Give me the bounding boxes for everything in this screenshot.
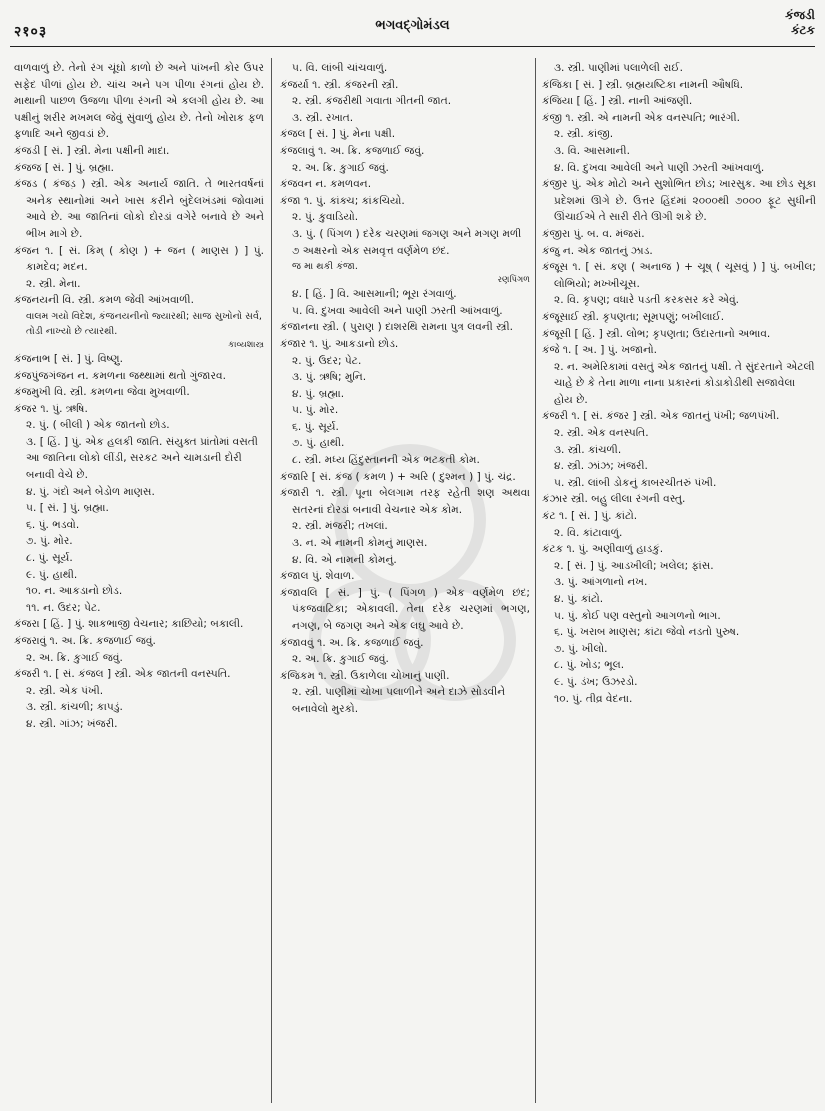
sense: ૧૧. ન. ઉદર; પેટ. xyxy=(26,601,101,614)
entry: કંટ ૧. [ સં. ] પું. કાંટો. xyxy=(542,510,638,523)
sense: ૧૦. પું. તીવ્ર વેદના. xyxy=(554,692,633,705)
sense: ૨. અ. ક્રિ. કુગાઈ જવું. xyxy=(292,653,389,666)
entry: કંજાવલિ [ સં. ] પું. ( પિંગળ ) એક વર્ણમેળ છંદ; પંકજવાટિકા; એકાવલી. તેના દરેક ચરણમાં ભગણ, નગણ, બે જગણ અને એક લઘુ આવે છે. xyxy=(280,586,530,632)
entry: કંજમુખી વિ. સ્ત્રી. કમળના જેવા મુખવાળી. xyxy=(14,386,190,399)
quotation-source: કાવ્યશાસ્ત્ર xyxy=(228,339,264,350)
sense: ૨. પું. ઉદર; પેટ. xyxy=(292,354,362,367)
entry: કંજાર ૧. પું. આકડાનો છોડ. xyxy=(280,337,399,350)
column-divider-2 xyxy=(535,58,536,1103)
sense: ૮. પું. ખોડ; ભૂલ. xyxy=(554,659,625,672)
guide-word-last: કંટક xyxy=(791,23,815,37)
quotation: જ મા થકી કંજા. xyxy=(292,261,358,273)
sense: ૨. સ્ત્રી. કાંજી. xyxy=(554,128,614,141)
quotation-source: રણપિંગળ xyxy=(497,275,530,286)
sense: ૪. વિ. દુખવા આવેલી અને પાણી ઝરતી આંખવાળું. xyxy=(554,161,765,174)
sense: ૨. અ. ક્રિ. કુગાઈ જવું. xyxy=(292,161,389,174)
sense: ૨. વિ. કાંટાવાળું. xyxy=(554,526,623,539)
sense: ૪. પું. કાંટો. xyxy=(554,593,604,605)
sense: ૩. સ્ત્રી. પાણીમાં પલાળેલી રાઈ. xyxy=(554,62,683,74)
sense: ૫. વિ. દુખવા આવેલી અને પાણી ઝરતી આંખવાળું. xyxy=(292,304,503,317)
sense: ૫. સ્ત્રી. લાંબી ડોકનું કાબરચીતરું પંખી. xyxy=(554,476,717,489)
entry: કંટક ૧. પું. અણીવાળું હાડકું. xyxy=(542,543,664,556)
sense: ૭. પું. ખીલો. xyxy=(554,642,608,655)
guide-words xyxy=(785,8,815,38)
sense: ૨. સ્ત્રી. એક વનસ્પતિ. xyxy=(554,427,649,440)
entry: કંજા ૧. પું. કાંક્ચ; કાંકચિયો. xyxy=(280,194,405,207)
entry-continuation: વાળવાળું છે. તેનો રંગ ચૂંઘો કાળો છે અને પાંખની કોર ઉપર સફેદ પીળાં હોય છે. ચાંચ અને પગ પીળા રંગનાં હોય છે. માથાની પાછળ ઉજળા પીળા રંગની એ કલગી હોય છે. આ પક્ષીનું શરીર મખમલ જેવું સુંવાળું હોય છે. તેનો ખોરાક ફળ ફળાદિ અને જીવડાં છે. xyxy=(14,62,264,141)
entry: કંજિકમ ૧. સ્ત્રી. ઉકાળેલા ચોખાનું પાણી. xyxy=(280,669,450,682)
quotation: વાલમ ગયો વિદેશ, કંજનયનીનો જ્યારથી; સાજ સુખોનો સર્વ, તોડી નાખ્યો છે ત્યારથી. xyxy=(26,310,262,337)
entry: કંજન ૧. [ સં. કિમ્ ( કોણ ) + જન ( માણસ ) ] પું. કામદેવ; મદન. xyxy=(14,244,264,274)
column-2 xyxy=(280,60,530,1105)
sense: ૨. વિ. કૃપણ; વધારે પડતી કરકસર કરે એવું. xyxy=(554,294,740,307)
sense: ૮. સ્ત્રી. મધ્ય હિંદુસ્તાનની એક ભટકતી કોમ. xyxy=(292,454,480,467)
sense: ૨. સ્ત્રી. મંજરી; તખલાં. xyxy=(292,520,388,533)
sense: ૯. પું. હાથી. xyxy=(26,568,78,581)
entry: કંજનાભ [ સં. ] પું. વિષ્ણુ. xyxy=(14,352,123,365)
sense: ૩. પું. ઋષિ; મુનિ. xyxy=(292,371,367,384)
entry: કંજડ ( કંજડ઼ ) સ્ત્રી. એક અનાર્ય જાતિ. તે ભારતવર્ષનાં અનેક સ્થાનોમાં અને ખાસ કરીને બુંદેલખંડમાં જોવામાં આવે છે. આ જાતિનાં લોકો દોરડાં વગેરે બનાવે છે અને ભીખ માગે છે. xyxy=(14,178,264,240)
sense: ૫. [ સં. ] પું. બ્રહ્મા. xyxy=(26,502,109,515)
entry: કંજર્યા ૧. સ્ત્રી. કંજરની સ્ત્રી. xyxy=(280,78,399,91)
sense: ૮. પું. સૂર્ય. xyxy=(26,552,73,565)
sense: ૨. સ્ત્રી. મેના. xyxy=(26,277,81,290)
sense: ૨. સ્ત્રી. કંજરીથી ગવાતા ગીતની જાત. xyxy=(292,95,452,108)
sense: ૪. સ્ત્રી. ગાંઝ; ખંજરી. xyxy=(26,717,118,730)
entry: કંજે ૧. [ અ. ] પું. ખજાનો. xyxy=(542,344,658,357)
entry: કંજરા [ હિં. ] પું. શાકભાજી વેચનાર; કાછિયો; બકાલી. xyxy=(14,618,244,631)
entry: કંજનયની વિ. સ્ત્રી. કમળ જેવી આંખવાળી. xyxy=(14,294,194,307)
sense: ૨. [ સં. ] પું. આડખીલી; ખલેલ; ફાંસ. xyxy=(554,559,714,572)
entry: કંજી ૧. સ્ત્રી. એ નામની એક વનસ્પતિ; ભારંગી. xyxy=(542,111,741,124)
sense: ૨. અ. ક્રિ. કુગાઈ જવું. xyxy=(26,651,123,664)
column-1 xyxy=(14,60,264,1105)
sense: ૩. [ હિં. ] પું. એક હલકી જાતિ. સંયુક્ત પ્રાંતોમાં વસતી આ જાતિના લોકો લીંડી, સરકટ અને ચામડાની દોરી બનાવી વેચે છે. xyxy=(26,435,258,482)
sense: ૯. પું. ડંખ; ઉઝરડો. xyxy=(554,675,638,688)
entry: કંજુ ન. એક જાતનું ઝાડ. xyxy=(542,244,653,257)
entry: કંજલ [ સં. ] પું. મેના પક્ષી. xyxy=(280,128,396,141)
page-number: २१०३ xyxy=(14,24,48,40)
entry: કંજપુંજગંજન ન. કમળના જથ્થામાં થતો ગુંજારવ. xyxy=(14,369,226,382)
sense: ૪. પું. બ્રહ્મા. xyxy=(292,387,345,400)
entry: કંજારી ૧. સ્ત્રી. પૂના બેલગામ તરફ રહેતી શણ અથવા સતરનાં દોરડાં બનાવી વેચનાર એક કોમ. xyxy=(280,487,530,516)
sense: ૩. પું. ( પિંગળ ) દરેક ચરણમાં જગણ અને મગણ મળી ૭ અક્ષરનો એક સમવૃત્ત વર્ણમેળ છંદ. xyxy=(292,227,522,257)
entry: કંજરી ૧. [ સં. કંજર ] સ્ત્રી. એક જાતનું પંખી; જળપંખી. xyxy=(542,410,780,423)
entry: કંજલાવું ૧. અ. ક્રિ. કજળાઈ જવું. xyxy=(280,144,425,157)
sense: ૩. સ્ત્રી. કાંચળી; કાપડું. xyxy=(26,701,123,714)
entry: કંજડી [ સં. ] સ્ત્રી. મેના પક્ષીની માદા. xyxy=(14,144,170,157)
sense: ૧૦. ન. આકડાનો છોડ. xyxy=(26,585,123,598)
sense: ૩. સ્ત્રી. રખાત. xyxy=(292,111,354,124)
entry: કંજીર પું. એક મોટો અને સુશોભિત છોડ; ખારસુક. આ છોડ સૂકા પ્રદેશમાં ઊગે છે. ઉત્તર હિંદમાં ૨૦૦૦થી ૭૦૦૦ ફૂટ સુધીની ઊંચાઈએ તે સારી રીતે ઊગી શકે છે. xyxy=(542,178,816,224)
page-title: ભગવદ્ગોમંડલ xyxy=(375,18,450,33)
sense: ૪. પું. ગંદો અને બેડોળ માણસ. xyxy=(26,485,155,498)
entry: કંઝાર સ્ત્રી. બહુ લીલા રંગની વસ્તુ. xyxy=(542,493,686,506)
sense: ૨. સ્ત્રી. પાણીમાં ચોખા પલાળીને અને દાઝે સોડવીને બનાવેલો મુરકો. xyxy=(292,686,506,715)
sense: ૩. ન. એ નામની કોમનું માણસ. xyxy=(292,537,428,550)
sense: ૪. વિ. એ નામની કોમનું. xyxy=(292,553,397,566)
entry: કંજરાવું ૧. અ. ક્રિ. કજળાઈ જવું. xyxy=(14,635,156,647)
header-rule xyxy=(10,46,815,47)
entry: કંજૂસાઈ સ્ત્રી. કૃપણતા; સૂમપણું; બખીલાઈ. xyxy=(542,310,725,323)
sense: ૬. પું. સૂર્ય. xyxy=(292,420,339,433)
sense: ૬. પું. ખરાબ માણસ; કાંટા જેવો નડતો પુરુષ. xyxy=(554,626,740,639)
sense: ૬. પું. ભડવો. xyxy=(26,518,80,531)
entry: કંજાનના સ્ત્રી. ( પુરાણ ) દાશરથિ રામના પુત્ર લવની સ્ત્રી. xyxy=(280,321,514,334)
sense: ૨. પું. ( બીલી ) એક જાતનો છોડ. xyxy=(26,419,170,432)
entry: કંજીરા પું. બ. વ. મંજરાં. xyxy=(542,227,645,240)
column-3 xyxy=(542,60,816,1105)
sense: ૨. સ્ત્રી. એક પંખી. xyxy=(26,684,104,697)
guide-word-first: કંજડી xyxy=(785,8,815,22)
sense: ૨. પું. કુવાડિયો. xyxy=(292,211,359,224)
sense: ૩. સ્ત્રી. કાંચળી. xyxy=(554,443,622,456)
entry: કંજવન ન. કમળવન. xyxy=(280,178,372,191)
entry: કંજૂસી [ હિં. ] સ્ત્રી. લોભ; કૃપણતા; ઉદારતાનો અભાવ. xyxy=(542,327,771,340)
entry: કંજૂસ ૧. [ સં. કણ ( અનાજ ) + ચૂષ્ ( ચૂસવું ) ] પું. બખીલ; લોભિયો; મખ્ખીચૂસ. xyxy=(542,261,816,290)
entry: કંજારિ [ સં. કંજ ( કમળ ) + અરિ ( દુશ્મન ) ] પું. ચંદ્ર. xyxy=(280,470,516,483)
sense: ૪. સ્ત્રી. ઝાંઝ; ખંજરી. xyxy=(554,460,648,473)
sense: ૩. વિ. આસમાની. xyxy=(554,144,630,157)
entry: કંજિકા [ સં. ] સ્ત્રી. બ્રહ્મયષ્ટિકા નામની ઔષધિ. xyxy=(542,78,744,91)
sense: ૫. પું. મોર. xyxy=(292,404,339,417)
sense: ૭. પું. મોર. xyxy=(26,535,73,548)
column-divider-1 xyxy=(271,58,272,1103)
sense: ૨. ન. અમેરિકામાં વસતું એક જાતનું પક્ષી. તે સુંદરતાને એટલી ચાહે છે કે તેના માળા નાના પ્રકારનાં કોડાકોડીથી સજાવેલા હોય છે. xyxy=(554,360,815,406)
entry: કંજજ [ સં. ] પું. બ્રહ્મા. xyxy=(14,161,115,174)
entry: કંજાલ પું. શેવાળ. xyxy=(280,570,355,583)
sense: ૭. પું. હાથી. xyxy=(292,437,345,450)
entry: કંજર ૧. પું. ઋષિ. xyxy=(14,402,88,415)
page-header xyxy=(0,0,825,50)
sense: ૫. પું. કોઈ પણ વસ્તુનો આગળનો ભાગ. xyxy=(554,609,721,622)
sense: ૪. [ હિં. ] વિ. આસમાની; ભૂરા રંગવાળું. xyxy=(292,288,457,301)
sense: ૫. વિ. લાંબી ચાંચવાળું. xyxy=(292,62,388,74)
entry: કંજરી ૧. [ સં. કંજલ ] સ્ત્રી. એક જાતની વનસ્પતિ. xyxy=(14,668,231,681)
entry: કંજિયા [ હિં. ] સ્ત્રી. નાની આંજણી. xyxy=(542,95,693,108)
entry: કંજાવવું ૧. અ. ક્રિ. કજળાઈ જવું. xyxy=(280,636,424,649)
sense: ૩. પું. આંગળાનો નખ. xyxy=(554,576,648,589)
